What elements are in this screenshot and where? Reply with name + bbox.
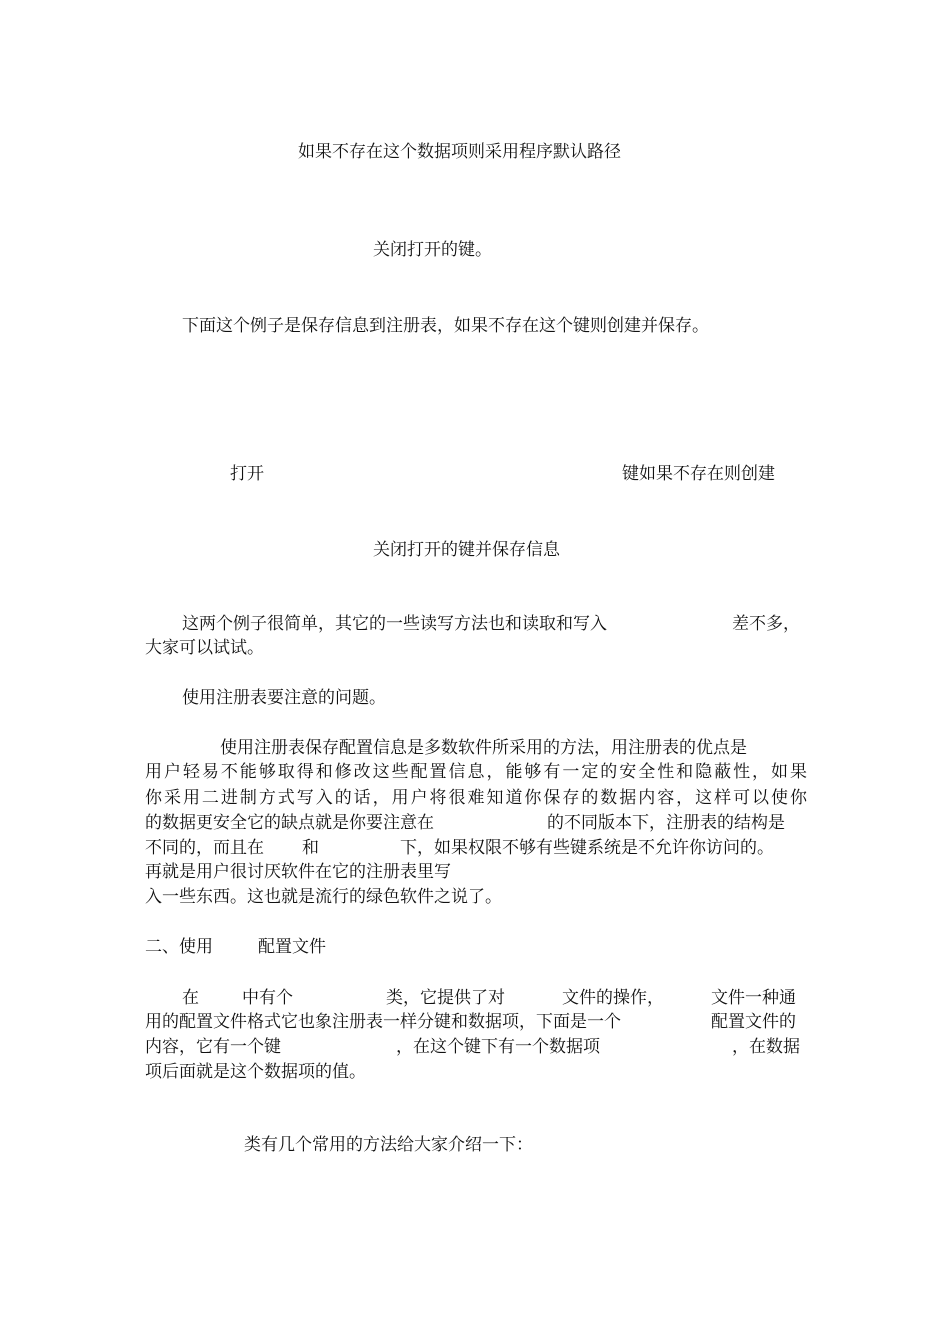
para3-line3-c: ，在数据 — [732, 1037, 800, 1057]
para3-line3-a: 内容，它有一个键 — [145, 1037, 281, 1057]
para2-line6: 再就是用户很讨厌软件在它的注册表里写 — [145, 862, 451, 882]
para1-line2: 大家可以试试。 — [145, 638, 264, 658]
para2-line5-start: 不同的，而且在 — [145, 838, 264, 858]
para3-line2-end: 配置文件的 — [711, 1012, 796, 1032]
line-close-key: 关闭打开的键。 — [373, 240, 492, 260]
para2-line1: 使用注册表保存配置信息是多数软件所采用的方法，用注册表的优点是 — [220, 738, 747, 758]
line-common-methods: 类有几个常用的方法给大家介绍一下： — [244, 1135, 533, 1155]
para3-line1-c: 类，它提供了对 — [386, 988, 505, 1008]
para3-line4: 项后面就是这个数据项的值。 — [145, 1062, 366, 1082]
para2-line7: 入一些东西。这也就是流行的绿色软件之说了。 — [145, 887, 502, 907]
para1-line1-start: 这两个例子很简单，其它的一些读写方法也和读取和写入 — [182, 614, 607, 634]
heading-registry-issues: 使用注册表要注意的问题。 — [182, 688, 386, 708]
para3-line1-d: 文件的操作， — [562, 988, 664, 1008]
para1-line1-end: 差不多， — [732, 614, 800, 634]
heading-ini-start: 二、使用 — [145, 937, 213, 957]
para2-line5-mid: 和 — [302, 838, 319, 858]
para2-line2: 用户轻易不能够取得和修改这些配置信息，能够有一定的安全性和隐蔽性，如果 — [145, 762, 807, 782]
para2-line4-start: 的数据更安全它的缺点就是你要注意在 — [145, 813, 434, 833]
para2-line4-end: 的不同版本下，注册表的结构是 — [547, 813, 785, 833]
comment-create-key: 键如果不存在则创建 — [622, 464, 775, 484]
para3-line1-a: 在 — [182, 988, 199, 1008]
para2-line3: 你采用二进制方式写入的话，用户将很难知道你保存的数据内容，这样可以使你 — [145, 788, 807, 808]
para3-line1-e: 文件一种通 — [711, 988, 796, 1008]
para3-line3-b: ，在这个键下有一个数据项 — [396, 1037, 600, 1057]
para3-line2-start: 用的配置文件格式它也象注册表一样分键和数据项，下面是一个 — [145, 1012, 621, 1032]
heading-ini-end: 配置文件 — [258, 937, 326, 957]
line-save-example: 下面这个例子是保存信息到注册表，如果不存在这个键则创建并保存。 — [182, 316, 709, 336]
comment-open: 打开 — [230, 464, 264, 484]
comment-close-save: 关闭打开的键并保存信息 — [373, 540, 560, 560]
line-default-path: 如果不存在这个数据项则采用程序默认路径 — [298, 142, 621, 162]
para2-line5-end: 下，如果权限不够有些键系统是不允许你访问的。 — [400, 838, 774, 858]
para3-line1-b: 中有个 — [242, 988, 293, 1008]
